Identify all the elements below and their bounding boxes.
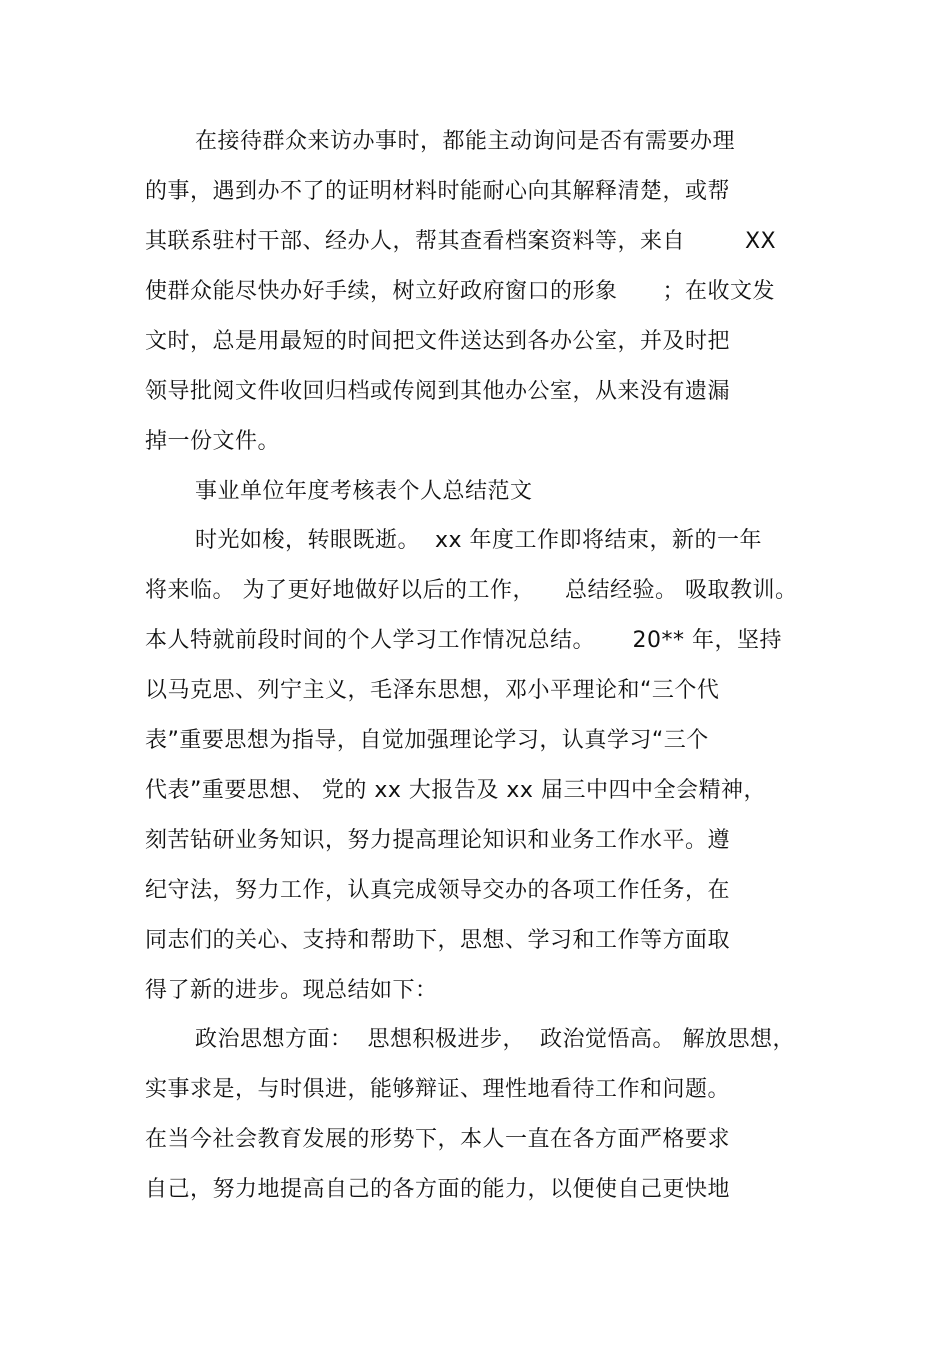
text-line: 实事求是，与时俱进，能够辩证、理性地看待工作和问题。 [145,1077,731,1102]
text-line: 自己，努力地提高自己的各方面的能力，以便使自己更快地 [145,1177,731,1202]
text-line: 同志们的关心、支持和帮助下，思想、学习和工作等方面取 [145,928,731,953]
section-heading: 事业单位年度考核表个人总结范文 [195,479,533,504]
text-line: 纪守法，努力工作，认真完成领导交办的各项工作任务，在 [145,878,731,903]
text-line: 文时，总是用最短的时间把文件送达到各办公室，并及时把 [145,329,731,354]
text-line: 领导批阅文件收回归档或传阅到其他办公室，从来没有遗漏 [145,379,731,404]
text-line: 本人特就前段时间的个人学习工作情况总结。 20** 年，坚持 [145,628,782,653]
text-line: 其联系驻村干部、经办人，帮其查看档案资料等，来自 XX [145,229,777,254]
text-line: 刻苦钻研业务知识，努力提高理论知识和业务工作水平。遵 [145,828,731,853]
text-line: 代表”重要思想、 党的 xx 大报告及 xx 届三中四中全会精神， [145,778,766,803]
text-line: 表”重要思想为指导，自觉加强理论学习，认真学习“三个 [145,728,709,753]
text-line: 使群众能尽快办好手续，树立好政府窗口的形象 ；在收文发 [145,279,775,304]
text-line: 将来临。 为了更好地做好以后的工作， 总结经验。 吸取教训。 [145,578,798,603]
text-line: 的事，遇到办不了的证明材料时能耐心向其解释清楚，或帮 [145,179,731,204]
text-line: 以马克思、列宁主义，毛泽东思想，邓小平理论和“三个代 [145,678,720,703]
text-line: 时光如梭，转眼既逝。 xx 年度工作即将结束，新的一年 [195,528,763,553]
text-line: 在接待群众来访办事时，都能主动询问是否有需要办理 [195,129,736,154]
text-line: 得了新的进步。现总结如下： [145,978,438,1003]
text-line: 掉一份文件。 [145,429,281,454]
text-line: 政治思想方面： 思想积极进步， 政治觉悟高。 解放思想， [195,1027,795,1052]
text-line: 在当今社会教育发展的形势下，本人一直在各方面严格要求 [145,1127,731,1152]
